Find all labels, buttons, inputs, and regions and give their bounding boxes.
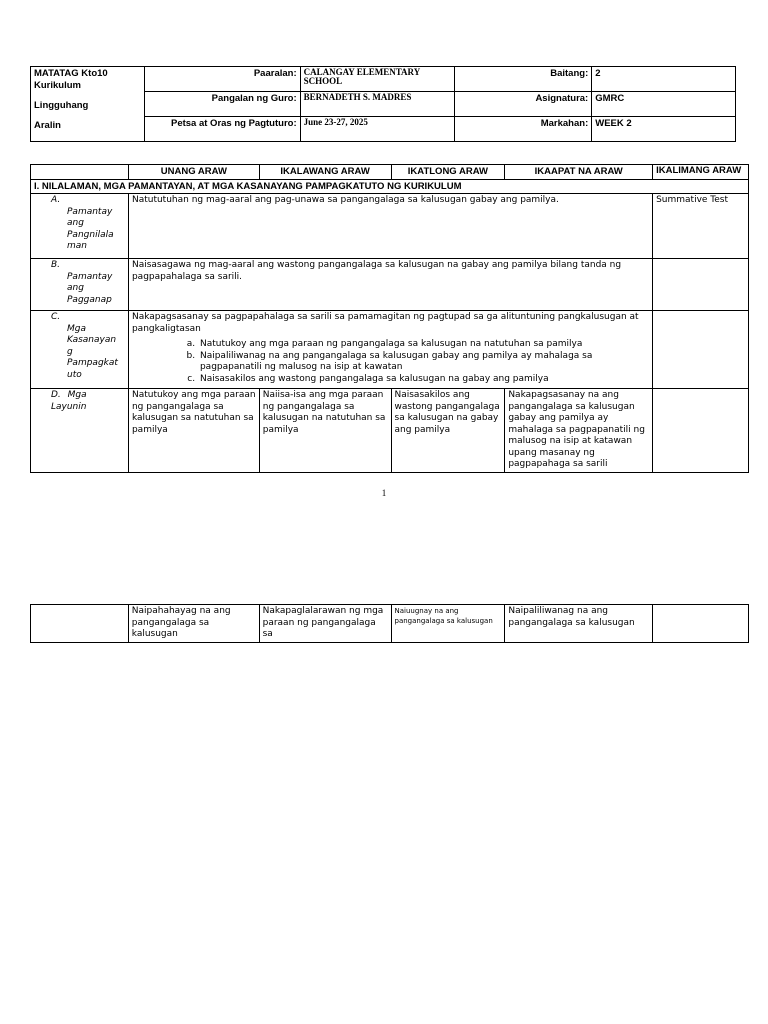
grade-value: 2: [592, 67, 736, 92]
page2-empty-day5: [653, 605, 749, 643]
teacher-label: Pangalan ng Guro:: [144, 92, 300, 117]
objective-day2: Naiisa-isa ang mga paraan ng pangangalaga sa kalusugan na natutuhan sa pamilya: [259, 389, 391, 473]
objective-day1: Natutukoy ang mga paraan ng pangangalaga sa kalusugan sa natutuhan sa pamilya: [128, 389, 259, 473]
content-standard: Natututuhan ng mag-aaral ang pag-unawa sa pangangalaga sa kalusugan gabay ang pamilya.: [128, 194, 652, 259]
quarter-value: WEEK 2: [592, 117, 736, 142]
quarter-label: Markahan:: [455, 117, 592, 142]
objective-day4: Nakapagsasanay na ang pangangalaga sa kalusugan gabay ang pamilya ay mahalaga sa pagpapanatili ng malusog na isip at katawan upang masanay ng pagpapahaga sa sarili: [505, 389, 653, 473]
performance-standard: Naisasagawa ng mag-aaral ang wastong pangangalaga sa kalusugan na gabay ang pamilya bilang tanda ng pagpapahalaga sa sarili.: [128, 259, 652, 311]
row-title-b: Pamantay ang Pagganap: [67, 271, 113, 305]
program-title-line2: Kurikulum: [34, 80, 81, 91]
summative-test: Summative Test: [653, 194, 749, 259]
subject-label: Asignatura:: [455, 92, 592, 117]
row-title-c: Mga Kasanayan g Pampagkat uto: [67, 323, 118, 380]
corner-cell: [31, 165, 129, 180]
date-value: June 23-27, 2025: [300, 117, 455, 142]
competency-list: [132, 339, 649, 385]
row-letter-b: B.: [51, 260, 61, 270]
objective-day3: Naisasakilos ang wastong pangangalaga sa kalusugan na gabay ang pamilya: [391, 389, 505, 473]
program-title-line3: Lingguhang: [34, 100, 89, 111]
row-label-b: [31, 259, 129, 311]
competency-item: a. Natutukoy ang mga paraan ng pangangalaga sa kalusugan na natutuhan sa pamilya: [198, 339, 649, 351]
program-title-line1: MATATAG Kto10: [34, 68, 108, 79]
empty-cell-b5: [653, 259, 749, 311]
row-letter-c: C.: [51, 312, 61, 322]
lesson-table: [30, 164, 749, 473]
empty-cell-d5: [653, 389, 749, 473]
grade-label: Baitang:: [455, 67, 592, 92]
column-header-day4: IKAAPAT NA ARAW: [505, 165, 653, 180]
page2-day1: Naipahahayag na ang pangangalaga sa kalusugan: [128, 605, 259, 643]
school-label: Paaralan:: [144, 67, 300, 92]
competency-item: c. Naisasakilos ang wastong pangangalaga sa kalusugan na gabay ang pamilya: [198, 374, 649, 386]
competency-intro: Nakapagsasanay sa pagpapahalaga sa sarili sa pamamagitan ng pagtupad sa ga alituntuning pangkalusugan at pangkaligtasan: [131, 312, 639, 334]
program-title: [31, 67, 145, 142]
row-label-a: [31, 194, 129, 259]
empty-cell-c5: [653, 311, 749, 389]
header-table: [30, 66, 736, 142]
row-letter-a: A.: [51, 195, 61, 205]
page2-empty-label: [31, 605, 129, 643]
section-title: I. NILALAMAN, MGA PAMANTAYAN, AT MGA KASANAYANG PAMPAGKATUTO NG KURIKULUM: [31, 179, 749, 194]
learning-competencies: [128, 311, 652, 389]
row-title-d: Mga Layunin: [51, 390, 87, 412]
subject-value: GMRC: [592, 92, 736, 117]
page2-day2: Nakapaglalarawan ng mga paraan ng pangangalaga sa: [259, 605, 391, 643]
column-header-day5: IKALIMANG ARAW: [653, 165, 749, 180]
page-number: 1: [381, 488, 387, 498]
column-header-day3: IKATLONG ARAW: [391, 165, 505, 180]
page2-day3: Naiuugnay na ang pangangalaga sa kalusugan: [391, 605, 505, 643]
page2-day4: Naipaliliwanag na ang pangangalaga sa kalusugan: [505, 605, 653, 643]
page2-table: [30, 604, 749, 643]
date-label: Petsa at Oras ng Pagtuturo:: [144, 117, 300, 142]
competency-item: b. Naipaliliwanag na ang pangangalaga sa kalusugan gabay ang pamilya ay mahalaga sa pagpapanatili ng malusog na isip at kawatan: [198, 351, 649, 374]
row-letter-d: D.: [51, 390, 61, 400]
column-header-day2: IKALAWANG ARAW: [259, 165, 391, 180]
teacher-value: BERNADETH S. MADRES: [300, 92, 455, 117]
row-label-d: [31, 389, 129, 473]
column-header-day1: UNANG ARAW: [128, 165, 259, 180]
row-label-c: [31, 311, 129, 389]
program-title-line4: Aralin: [34, 120, 61, 131]
school-value: CALANGAY ELEMENTARY SCHOOL: [300, 67, 455, 92]
row-title-a: Pamantay ang Pangnilala man: [67, 206, 114, 251]
